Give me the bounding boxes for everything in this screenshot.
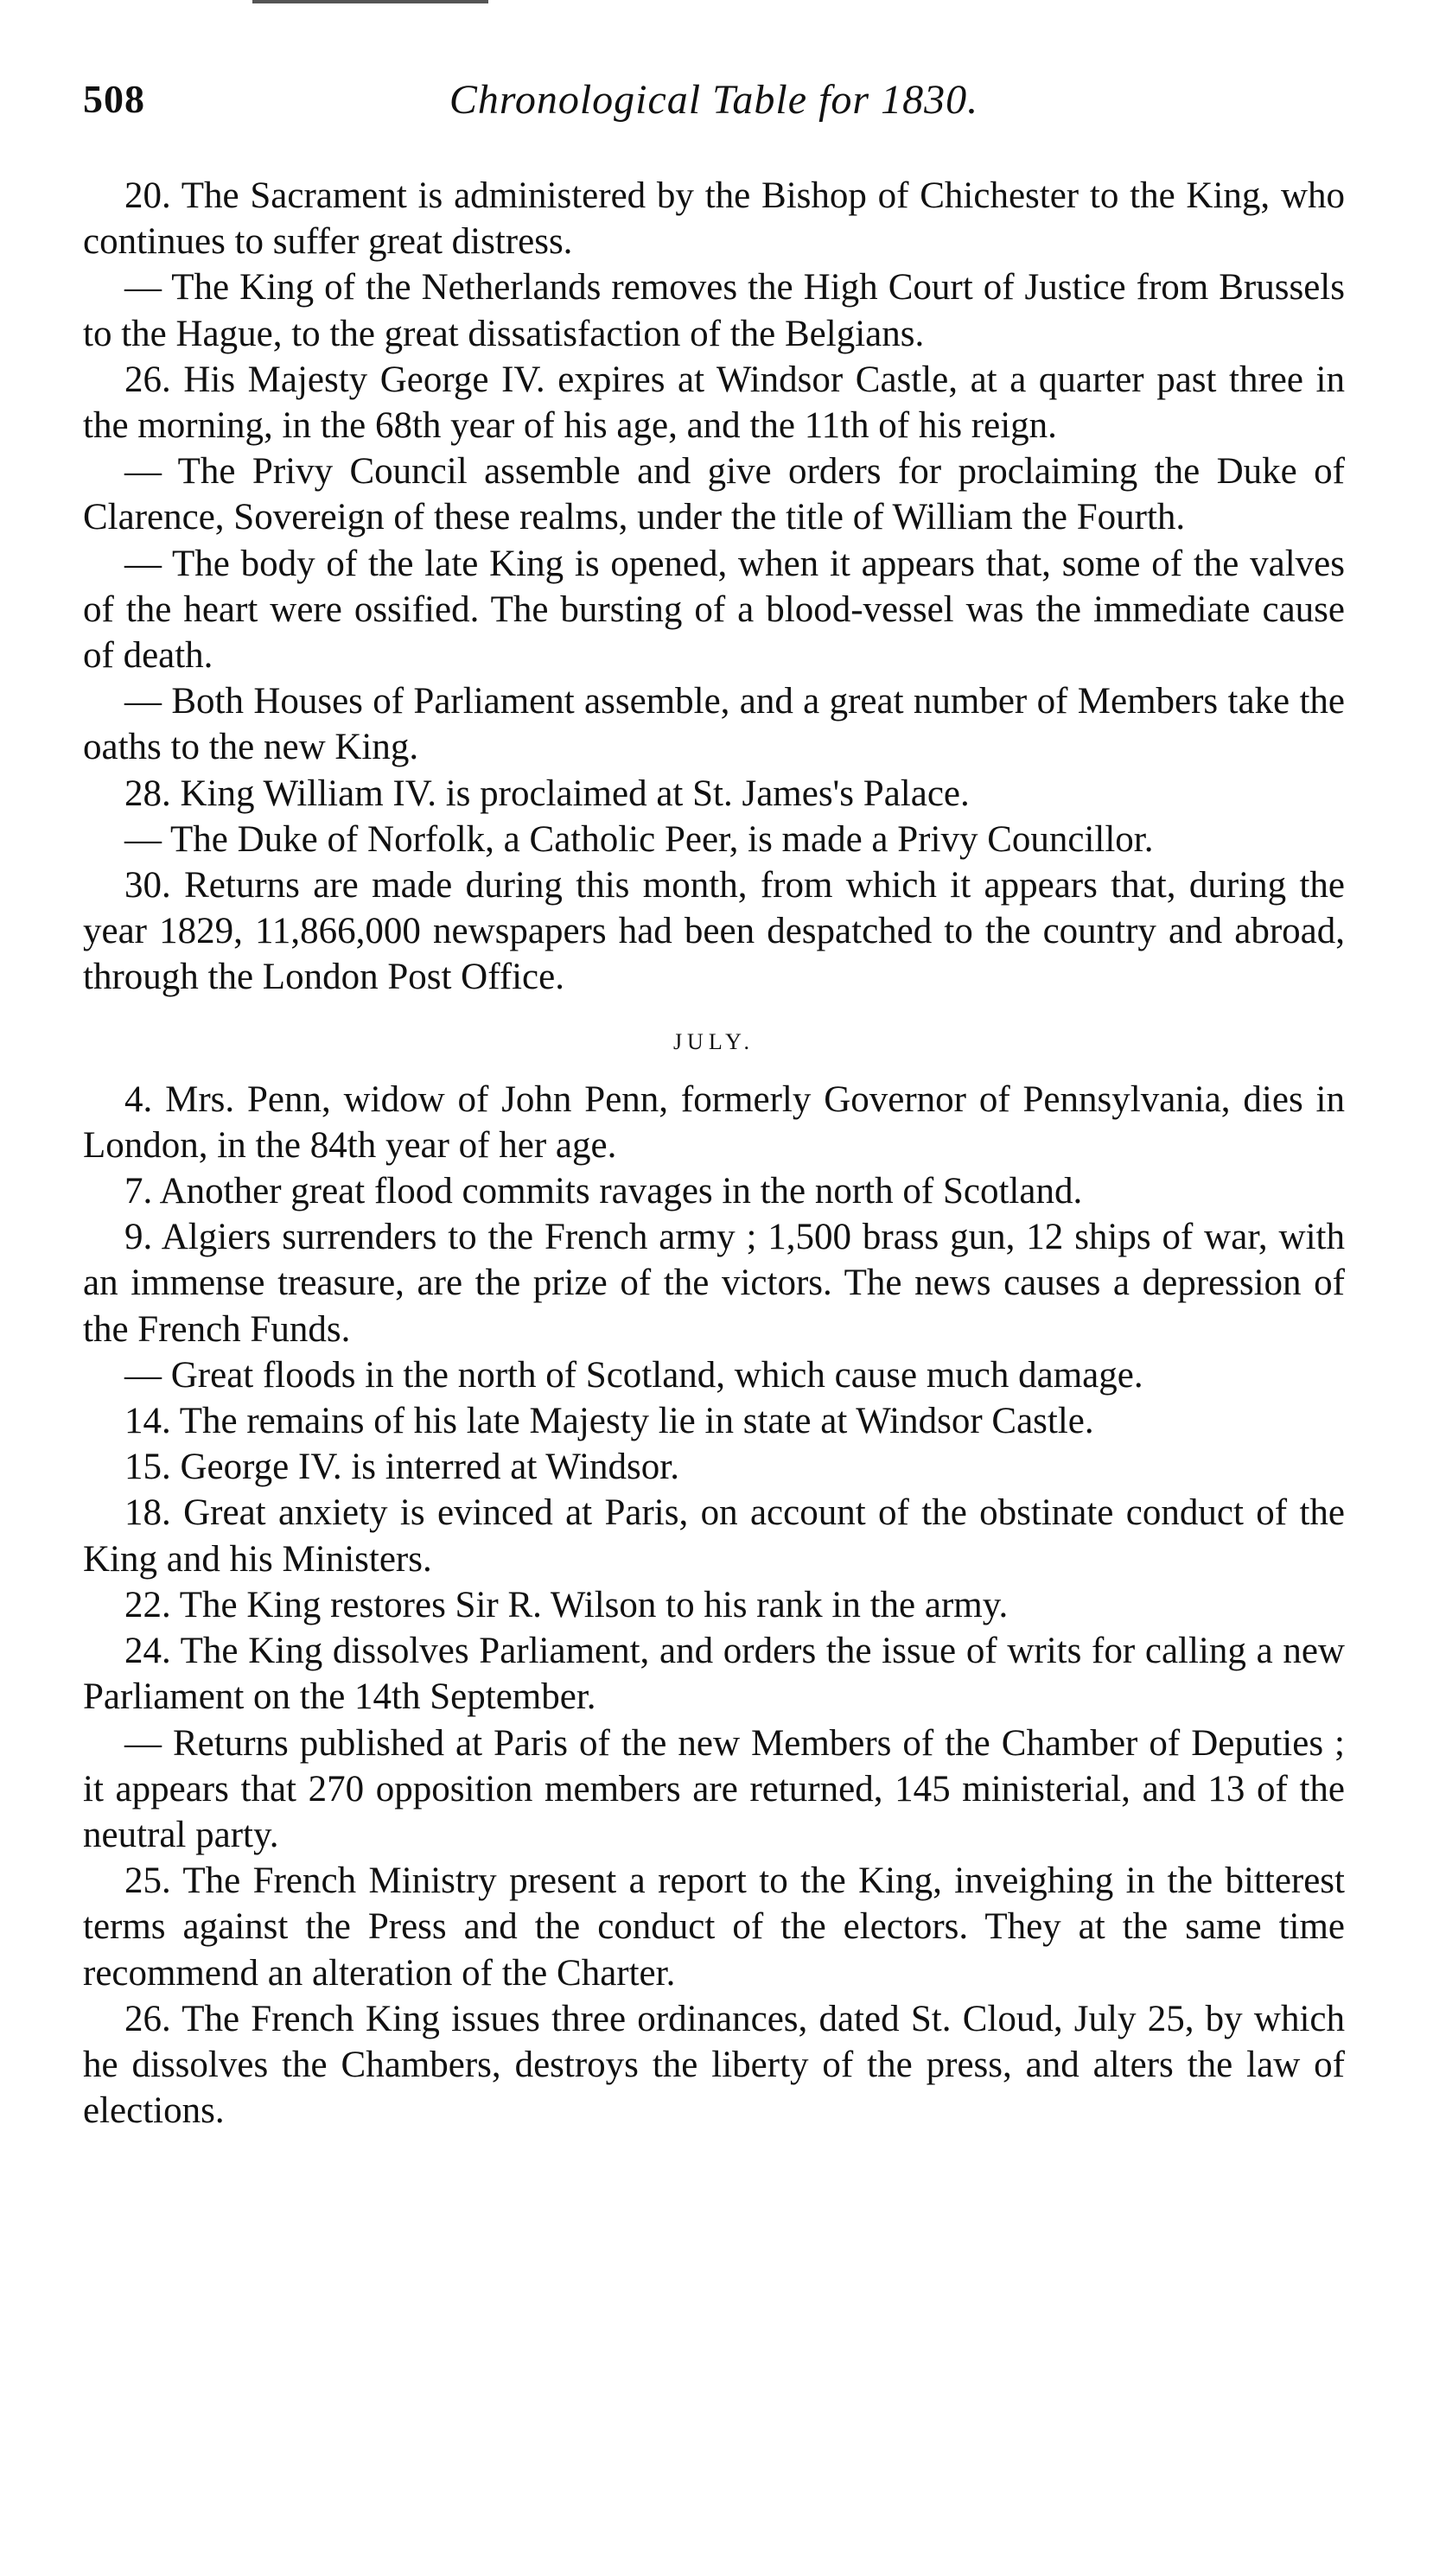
entry-july-7-flood: 7. Another great flood commits ravages in the north of Scotland. <box>124 1171 1083 1212</box>
entry-june-30-newspapers: 30. Returns are made during this month, from which it appears that, during the year 1829, 11,866,000 newspapers had been despatched to the country and abroad, through the London Post Office. <box>83 865 1345 998</box>
entry-july-25-french-ministry: 25. The French Ministry present a report to the King, inveighing in the bitterest terms against the Press and the conduct of the electors. They at the same time recommend an alteration of the Charter. <box>83 1860 1345 1994</box>
entry-june-28-proclaimed: 28. King William IV. is proclaimed at St. James's Palace. <box>124 773 970 814</box>
entry-july-22-sir-wilson: 22. The King restores Sir R. Wilson to his rank in the army. <box>124 1584 1009 1625</box>
entry-chamber-deputies-returns: — Returns published at Paris of the new Members of the Chamber of Deputies ; it appears that 270 opposition members are returned, 145 ministerial, and 13 of the neutral party. <box>83 1722 1345 1855</box>
entry-july-4-mrs-penn: 4. Mrs. Penn, widow of John Penn, formerly Governor of Pennsylvania, dies in London, in the 84th year of her age. <box>83 1078 1345 1166</box>
entry-july-26-ordinances: 26. The French King issues three ordinances, dated St. Cloud, July 25, by which he dissolves the Chambers, destroys the liberty of the press, and alters the law of elections. <box>83 1998 1345 2132</box>
entry-parliament-oaths: — Both Houses of Parliament assemble, and a great number of Members take the oaths to the new King. <box>83 681 1345 768</box>
top-rule <box>252 0 488 3</box>
entry-july-18-anxiety-paris: 18. Great anxiety is evinced at Paris, on account of the obstinate conduct of the King and his Ministers. <box>83 1492 1345 1580</box>
entry-privy-council-proclaim: — The Privy Council assemble and give orders for proclaiming the Duke of Clarence, Sovereign of these realms, under the title of William the Fourth. <box>83 451 1345 538</box>
entry-july-14-lie-in-state: 14. The remains of his late Majesty lie in state at Windsor Castle. <box>124 1401 1094 1442</box>
chronology-text <box>83 173 1345 2134</box>
entry-great-floods: — Great floods in the north of Scotland, which cause much damage. <box>124 1354 1143 1396</box>
page-number: 508 <box>83 77 145 121</box>
entry-duke-norfolk: — The Duke of Norfolk, a Catholic Peer, is made a Privy Councillor. <box>124 818 1154 860</box>
page-header <box>83 76 1345 145</box>
entry-july-9-algiers: 9. Algiers surrenders to the French army ; 1,500 brass gun, 12 ships of war, with an immense treasure, are the prize of the victors. The news causes a depression of the French Funds. <box>83 1217 1345 1350</box>
entry-body-opened: — The body of the late King is opened, when it appears that, some of the valves of the heart were ossified. The bursting of a blood-vessel was the immediate cause of death. <box>83 543 1345 677</box>
entry-june-20-sacrament: 20. The Sacrament is administered by the Bishop of Chichester to the King, who continues to suffer great distress. <box>83 175 1345 263</box>
entry-netherlands-court: — The King of the Netherlands removes the High Court of Justice from Brussels to the Hague, to the great dissatisfaction of the Belgians. <box>83 267 1345 354</box>
running-title: Chronological Table for 1830. <box>449 77 979 123</box>
month-heading-july: JULY. <box>672 1028 755 1054</box>
entry-july-15-interred: 15. George IV. is interred at Windsor. <box>124 1447 679 1488</box>
entry-june-26-king-expires: 26. His Majesty George IV. expires at Windsor Castle, at a quarter past three in the morning, in the 68th year of his age, and the 11th of his reign. <box>83 359 1345 447</box>
entry-july-24-dissolves-parliament: 24. The King dissolves Parliament, and orders the issue of writs for calling a new Parliament on the 14th September. <box>83 1631 1345 1718</box>
